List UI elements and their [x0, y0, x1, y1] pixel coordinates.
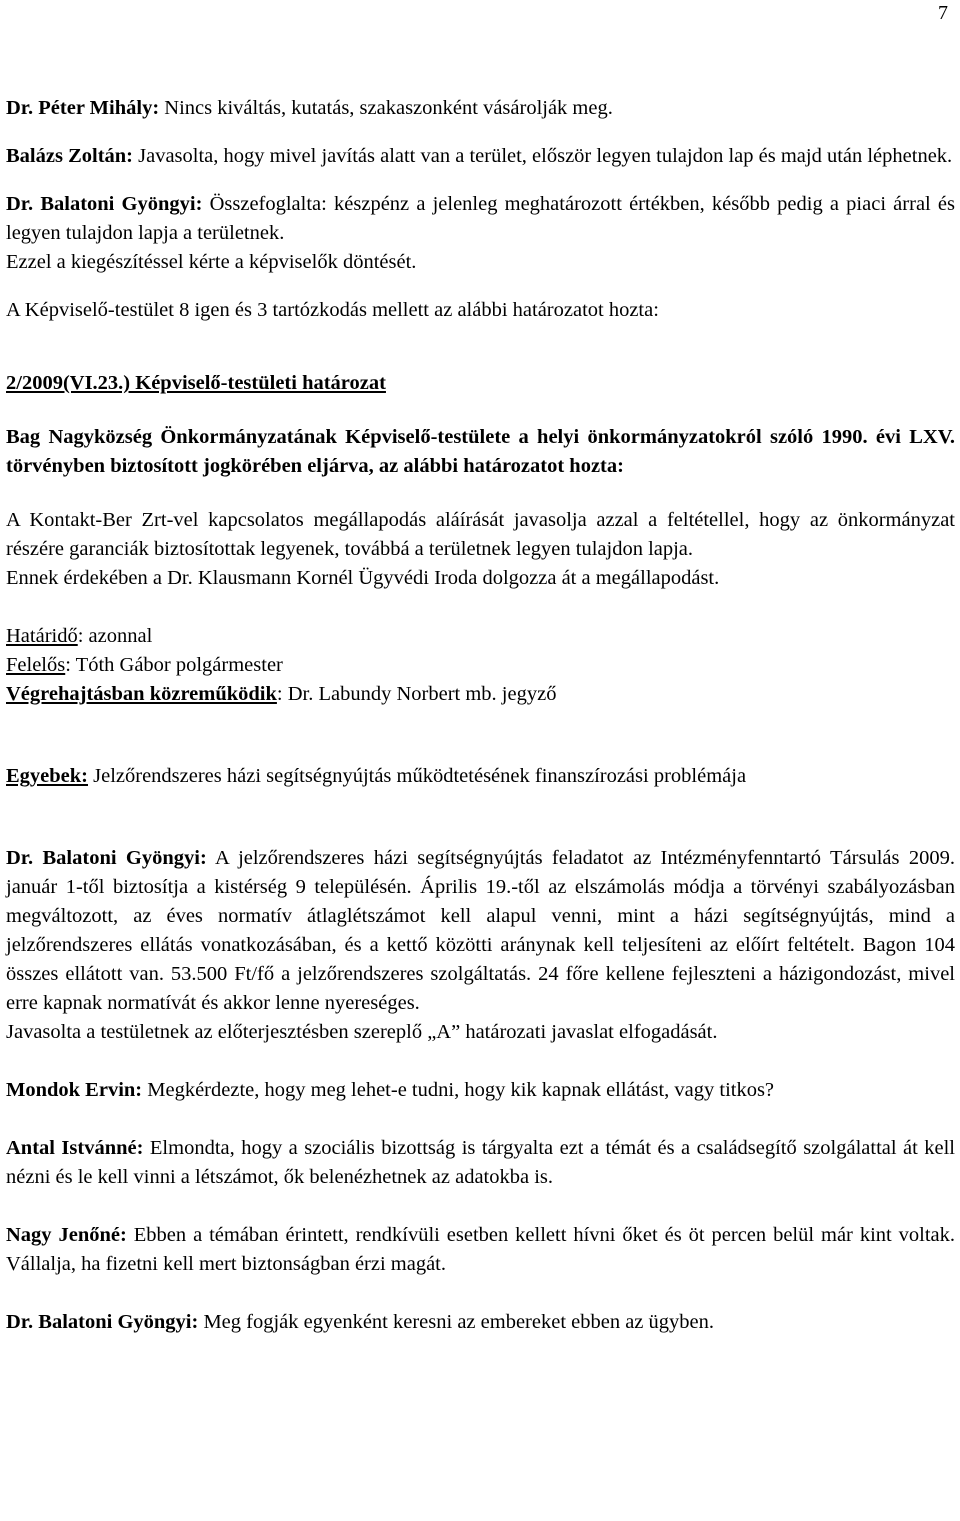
paragraph-balatoni-3 [6, 1308, 955, 1337]
resolution-text: A Kontakt-Ber Zrt-vel kapcsolatos megállapodás aláírását javasolja azzal a feltétellel, hogy az önkormányzat részére garanciák biztosítottak legyenek, továbbá a területnek legyen tulajdon lapja. [6, 509, 955, 560]
resolution-title-text: 2/2009(VI.23.) Képviselő-testületi határozat [6, 372, 386, 394]
deadline-line [6, 622, 955, 651]
vote-result: A Képviselő-testület 8 igen és 3 tartózkodás mellett az alábbi határozatot hozta: [6, 299, 659, 321]
executor-value: : Dr. Labundy Norbert mb. jegyző [276, 683, 557, 705]
speech-text: Elmondta, hogy a szociális bizottság is tárgyalta ezt a témát és a családsegítő szolgálattal át kell nézni és le kell vinni a létszámot, ők belenézhetnek az adatokba is. [6, 1137, 955, 1188]
resolution-text-cont: Ennek érdekében a Dr. Klausmann Kornél Ügyvédi Iroda dolgozza át a megállapodást. [6, 567, 720, 589]
speaker-name: Nagy Jenőné: [6, 1224, 127, 1246]
speech-text: Ebben a témában érintett, rendkívüli esetben kellett hívni őket és öt percen belül már kint voltak. Vállalja, ha fizetni kell mert biztonságban érzi magát. [6, 1224, 956, 1275]
other-topic-value: Jelzőrendszeres házi segítségnyújtás működtetésének finanszírozási problémája [88, 765, 747, 787]
speaker-name: Mondok Ervin: [6, 1079, 143, 1101]
speech-text: A jelzőrendszeres házi segítségnyújtás feladatot az Intézményfenntartó Társulás 2009. január 1-től biztosítja a kistérség 9 településén. Április 19.-től az elszámolás módja a törvényi szabályozásban megváltozott, az éves normatív átlaglétszámot kell alapul venni, mint a házi segítségnyújtás, mind a jelzőrendszeres ellátás vonatkozásában, és a kettő közötti aránynak kell teljesíteni az előírt feltételt. Bagon 104 összes ellátott van. 53.500 Ft/fő a jelzőrendszeres szolgáltatás. 24 főre kellene fejleszteni a házigondozást, mivel erre kapnak normatívát és akkor lenne nyereséges. [6, 847, 955, 1014]
other-topic [6, 762, 955, 791]
resolution-preamble: Bag Nagyközség Önkormányzatának Képviselő-testülete a helyi önkormányzatokról szóló 1990. évi LXV. törvényben biztosított jogkörében eljárva, az alábbi határozatot hozta: [6, 426, 955, 477]
paragraph-antal-istvanne [6, 1134, 955, 1192]
speaker-name: Dr. Péter Mihály: [6, 97, 160, 119]
paragraph-peter-mihaly [6, 94, 955, 123]
page-number: 7 [938, 2, 948, 24]
speaker-name: Antal Istvánné: [6, 1137, 144, 1159]
speech-text: Megkérdezte, hogy meg lehet-e tudni, hogy kik kapnak ellátást, vagy titkos? [142, 1079, 775, 1101]
speaker-name: Dr. Balatoni Gyöngyi: [6, 193, 203, 215]
executor-label: Végrehajtásban közreműködik [6, 683, 277, 705]
executor-line [6, 680, 955, 709]
responsible-line [6, 651, 955, 680]
speaker-name: Dr. Balatoni Gyöngyi: [6, 847, 207, 869]
other-topic-label: Egyebek: [6, 765, 88, 787]
deadline-label: Határidő [6, 625, 78, 647]
speech-text: Összefoglalta: készpénz a jelenleg meghatározott értékben, később pedig a piaci árral és legyen tulajdon lapja a területnek. [6, 193, 955, 244]
paragraph-balatoni-2-cont: Javasolta a testületnek az előterjesztésben szereplő „A” határozati javaslat elfogadását. [6, 1021, 718, 1043]
paragraph-nagy-jenone [6, 1221, 955, 1279]
paragraph-balatoni-1-cont: Ezzel a kiegészítéssel kérte a képviselők döntését. [6, 251, 417, 273]
speech-text: Nincs kiváltás, kutatás, szakaszonként vásárolják meg. [159, 97, 613, 119]
paragraph-balatoni-1 [6, 190, 955, 248]
speech-text: Meg fogják egyenként keresni az embereket ebben az ügyben. [198, 1311, 715, 1333]
deadline-value: : azonnal [77, 625, 153, 647]
responsible-label: Felelős [6, 654, 66, 676]
document-body [6, 94, 955, 1337]
resolution-title [6, 369, 955, 398]
speaker-name: Balázs Zoltán: [6, 145, 133, 167]
paragraph-balazs-zoltan [6, 142, 955, 171]
speaker-name: Dr. Balatoni Gyöngyi: [6, 1311, 199, 1333]
speech-text: Javasolta, hogy mivel javítás alatt van a terület, először legyen tulajdon lap és majd után léphetnek. [133, 145, 953, 167]
responsible-value: : Tóth Gábor polgármester [65, 654, 283, 676]
paragraph-balatoni-2 [6, 844, 955, 1018]
paragraph-mondok-ervin [6, 1076, 955, 1105]
